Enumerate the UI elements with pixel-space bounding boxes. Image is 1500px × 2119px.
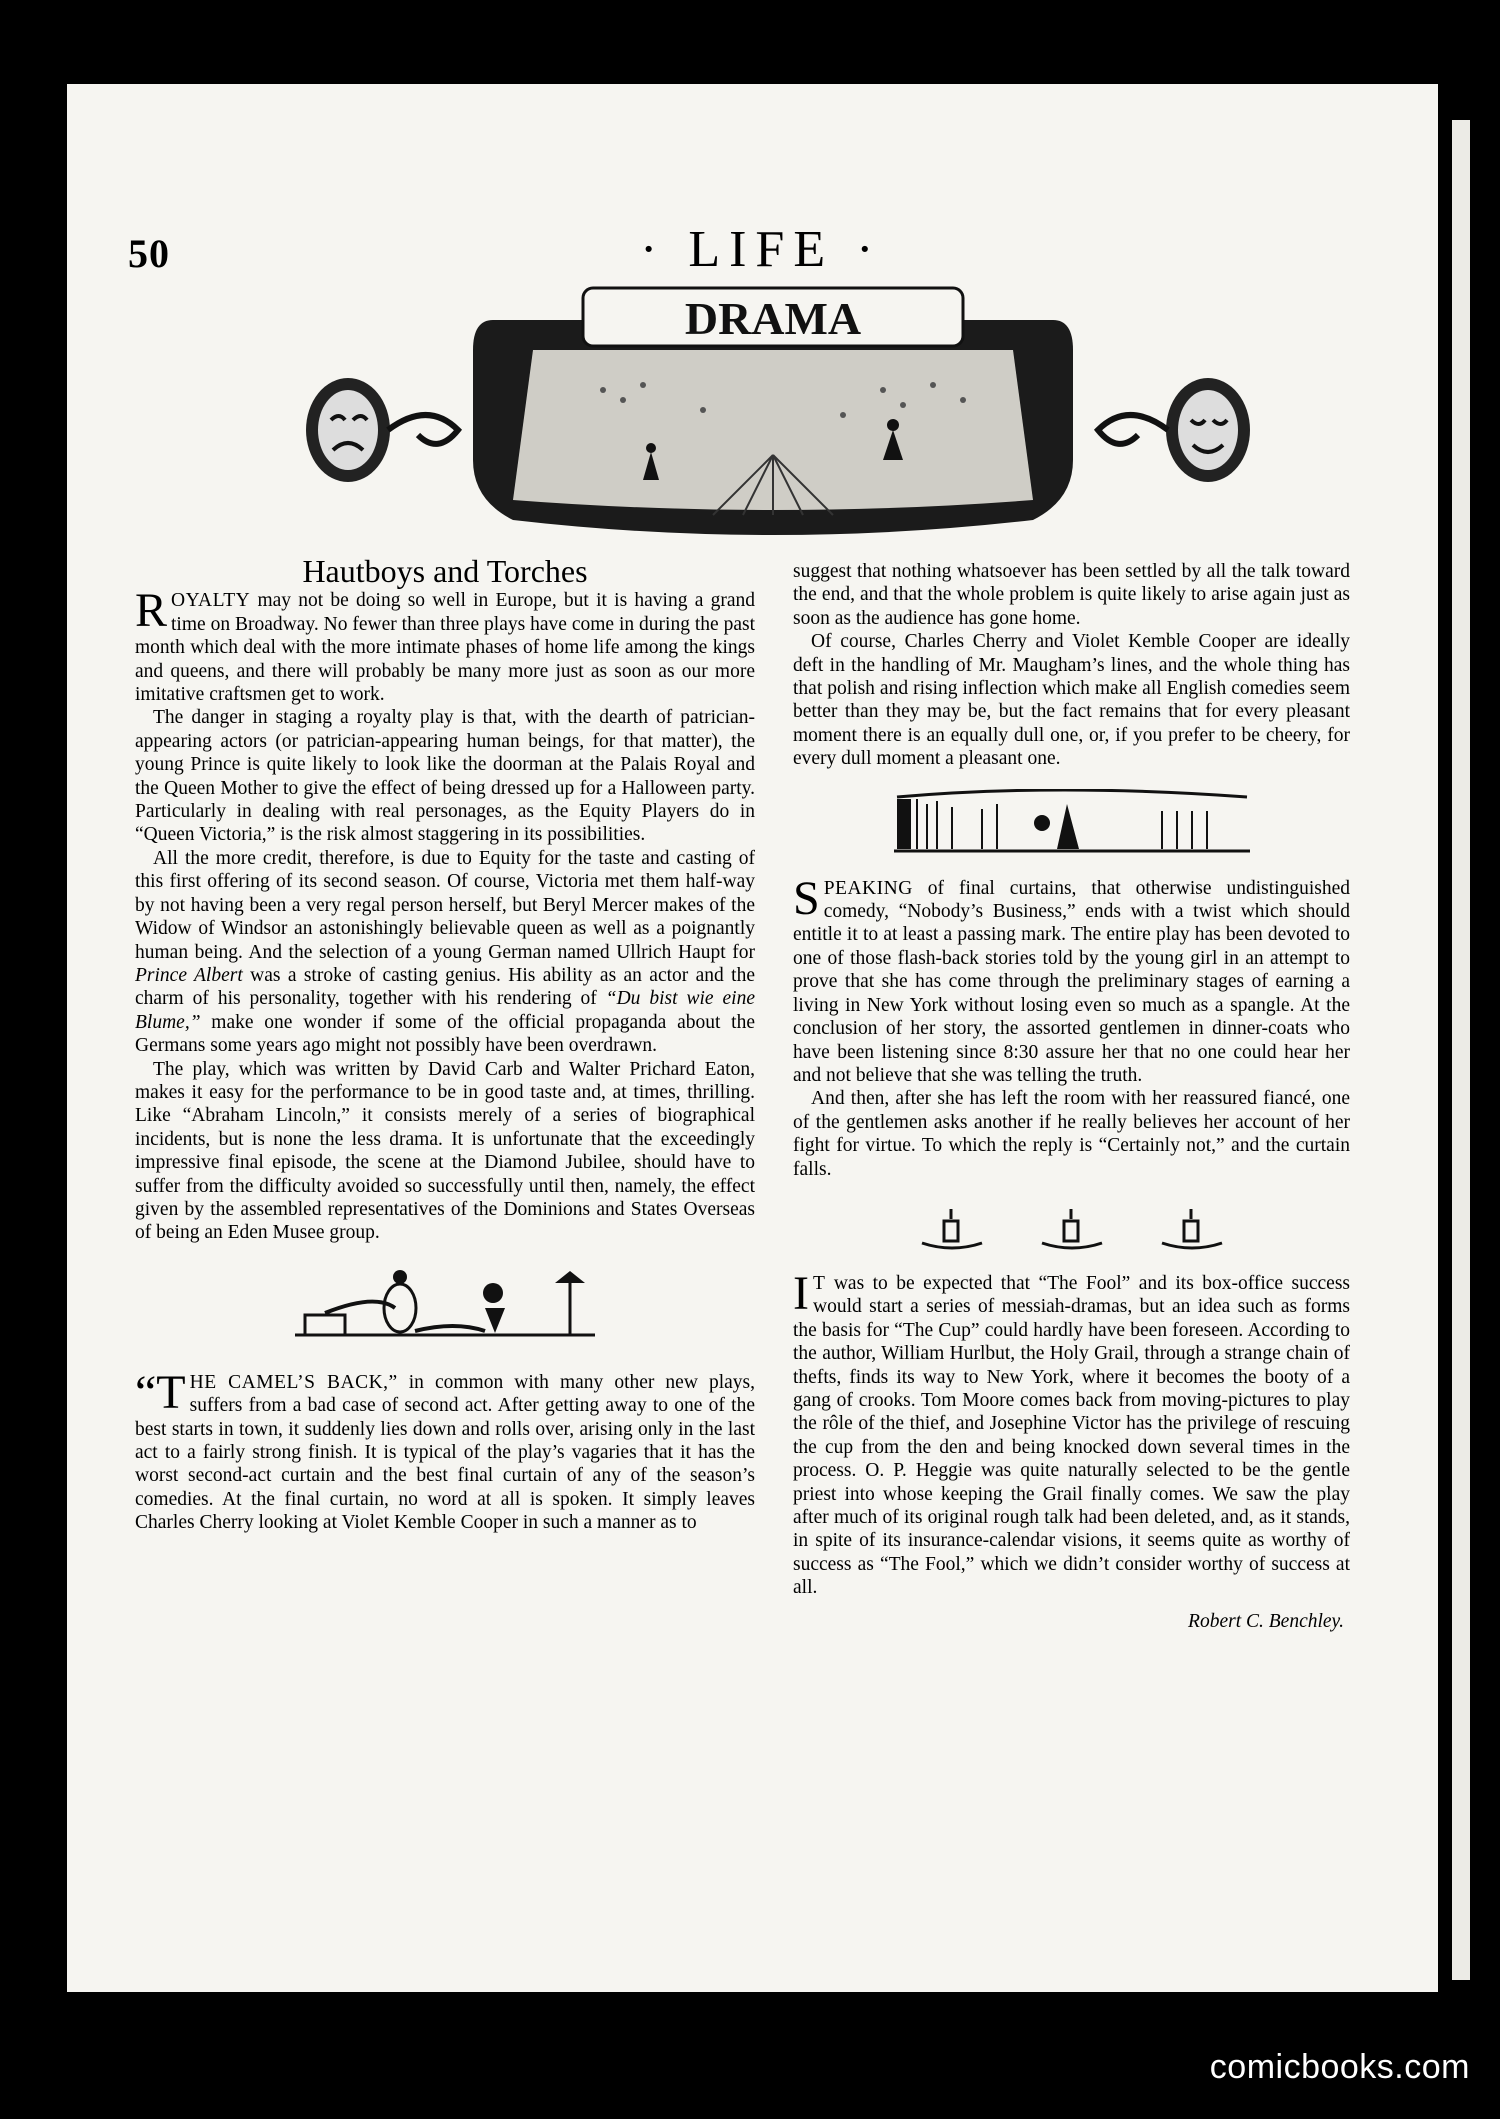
right-column xyxy=(793,560,1350,1633)
paragraph: The danger in staging a royalty play is that, with the dearth of patrician-appearing actors (or patrician-appearing human beings, for that matter), the young Prince is quite likely to look like the doorman at the Palais Royal and the Queen Mother to give the effect of being dressed up for a Halloween party. Particularly in dealing with real personages, as the Equity Players do in “Queen Victoria,” is the risk almost staggering in its possibilities. xyxy=(135,707,755,846)
article-headline: Hautboys and Torches xyxy=(302,553,588,589)
paragraph: ROYALTY may not be doing so well in Europe, but it is having a grand time on Broadway. No fewer than three plays have come in during the past month which deal with the more intimate phases of home life among the kings and queens, and there will probably be many more just as soon as our more imitative craftsmen get to work. xyxy=(135,584,755,706)
candles-illustration xyxy=(902,1199,1242,1254)
dropcap: S xyxy=(793,871,820,925)
dropcap: I xyxy=(793,1266,809,1320)
author-byline: Robert C. Benchley. xyxy=(1188,1610,1344,1632)
paragraph: Of course, Charles Cherry and Violet Kemble Cooper are ideally deft in the handling of Mr. Maugham’s lines, and the whole thing has that polish and rising inflection which make all English comedies seem better than they may be, but the fact remains that for every pleasant moment there is an equally dull one, or, if you prefer to be cheery, for every dull moment a pleasant one. xyxy=(793,631,1350,770)
curtain-stage-illustration xyxy=(892,789,1252,859)
paragraph: And then, after she has left the room with her reassured fiancé, one of the gentlemen asks another if he really believes her account of her fight for virtue. To which the reply is “Certainly not,” and the curtain falls. xyxy=(793,1088,1350,1180)
left-column xyxy=(135,553,755,1535)
page-number: 50 xyxy=(128,231,170,276)
reclining-figures-illustration xyxy=(285,1263,605,1353)
paragraph: I T was to be expected that “The Fool” and its box-office success would start a series of messiah-dramas, but an idea such as forms the basis for “The Cup” could hardly have been foreseen. According to the author, William Hurlbut, the Holy Grail, through a strange chain of thefts, finds its way to New York, where it becomes the booty of a gang of crooks. Tom Moore comes back from moving-pictures to play the rôle of the thief, and Josephine Victor has the privilege of rescuing the cup from the den and being knocked down several times in the process. O. P. Heggie was quite naturally selected to be the gentle priest into whose keeping the Grail finally comes. We saw the play after much of its original rough talk had been deleted, and, as it stands, in spite of its insurance-calendar visions, it seems quite as worthy of success as “The Fool,” which we didn’t consider worthy of success at all. xyxy=(793,1266,1350,1599)
paragraph: “THE CAMEL’S BACK,” in common with many other new plays, suffers from a bad case of second act. After getting away to one of the best starts in town, it suddenly lies down and rolls over, arising only in the last act to a fairly strong finish. It is typical of the play’s vagaries that it has the worst second-act curtain and the best final curtain of any of the season’s comedies. At the final curtain, no word at all is spoken. It simply leaves Charles Cherry looking at Violet Kemble Cooper in such a manner as to xyxy=(135,1365,755,1534)
left-mask-icon xyxy=(306,378,458,482)
candle-icon xyxy=(1162,1209,1222,1248)
drama-banner-text: DRAMA xyxy=(684,293,862,344)
facing-page-edge xyxy=(1452,120,1470,1980)
right-mask-icon xyxy=(1098,378,1250,482)
dropcap: “T xyxy=(135,1365,186,1419)
dropcap: R xyxy=(135,584,168,638)
paragraph: All the more credit, therefore, is due to Equity for the taste and casting of this first offering of its second season. Of course, Victoria met them half-way by not having been a very regal person herself, but Beryl Mercer makes of the Widow of Windsor an astonishingly believable queen as well as a poignantly human being. And the selection of a young German named Ullrich Haupt for Prince Albert was a stroke of casting genius. His ability as an actor and the charm of his personality, together with his rendering of “Du bist wie eine Blume,” make one wonder if some of the official propaganda about the Germans some years ago might not possibly have been overdrawn. xyxy=(135,847,755,1057)
candle-icon xyxy=(922,1209,982,1248)
magazine-title: · LIFE · xyxy=(640,221,883,278)
paragraph: The play, which was written by David Carb and Walter Prichard Eaton, makes it easy for the performance to be in good taste and, at times, thrilling. Like “Abraham Lincoln,” it consists merely of a series of biographical incidents, but is none the less drama. It is unfortunate that the exceedingly impressive final episode, the scene at the Diamond Jubilee, should have to suffer from the difficulty avoided so successfully until then, namely, the effect given by the assembled representatives of the Dominions and States Overseas of being an Eden Musee group. xyxy=(135,1058,755,1244)
watermark-text: comicbooks.com xyxy=(1209,2048,1470,2086)
paragraph: suggest that nothing whatsoever has been settled by all the talk toward the end, and that the whole problem is quite likely to arise again just as soon as the audience has gone home. xyxy=(793,561,1350,629)
paragraph: SPEAKING of final curtains, that otherwise undistinguished comedy, “Nobody’s Business,” ends with a twist which should entitle it to at least a passing mark. The entire play has been devoted to one of those flash-back stories told by the young girl in an attempt to prove that she has come through the preliminary stages of earning a living in New York without losing even so much as a spangle. At the conclusion of her story, the assorted gentlemen in dinner-coats who have been listening since 8:30 assure her that no one could hear her and not believe that she was telling the truth. xyxy=(793,871,1350,1086)
candle-icon xyxy=(1042,1209,1102,1248)
drama-header-illustration xyxy=(283,280,1273,540)
